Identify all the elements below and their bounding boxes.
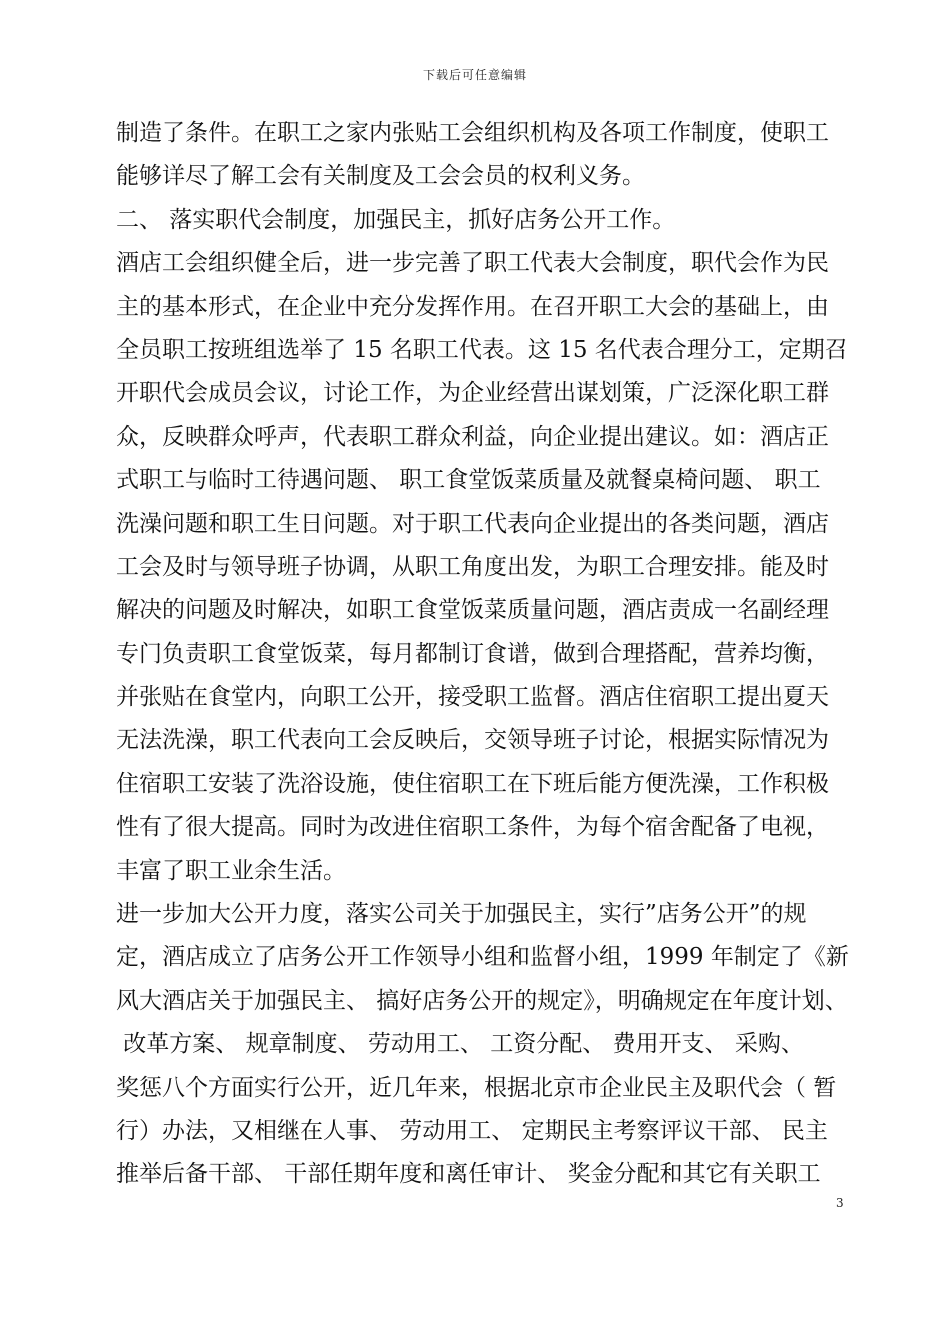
text-line: 开职代会成员会议，讨论工作，为企业经营出谋划策，广泛深化职工群 bbox=[116, 380, 829, 407]
text-line: 丰富了职工业余生活。 bbox=[116, 857, 346, 884]
text-line: 住宿职工安装了洗浴设施，使住宿职工在下班后能方便洗澡，工作积极 bbox=[116, 770, 829, 797]
page-number: 3 bbox=[836, 1196, 844, 1210]
document-body bbox=[116, 112, 856, 1197]
text-line: 专门负责职工食堂饭菜，每月都制订食谱，做到合理搭配，营养均衡， bbox=[116, 640, 829, 667]
text-line: 酒店工会组织健全后，进一步完善了职工代表大会制度，职代会作为民 bbox=[116, 250, 829, 277]
section-heading: 二、 落实职代会制度，加强民主，抓好店务公开工作。 bbox=[116, 206, 676, 233]
text-line: 解决的问题及时解决，如职工食堂饭菜质量问题，酒店责成一名副经理 bbox=[116, 597, 829, 624]
page-header-note: 下载后可任意编辑 bbox=[422, 68, 527, 82]
text-line: 奖惩八个方面实行公开，近几年来，根据北京市企业民主及职代会（ 暂 bbox=[116, 1074, 837, 1101]
text-line: 风大酒店关于加强民主、 搞好店务公开的规定》，明确规定在年度计划、 bbox=[116, 987, 848, 1014]
text-line: 全员职工按班组选举了 15 名职工代表。这 15 名代表合理分工，定期召 bbox=[116, 336, 848, 363]
text-line: 推举后备干部、 干部任期年度和离任审计、 奖金分配和其它有关职工 bbox=[116, 1161, 821, 1188]
text-line: 式职工与临时工待遇问题、 职工食堂饭菜质量及就餐桌椅问题、 职工 bbox=[116, 467, 821, 494]
text-line: 性有了很大提高。同时为改进住宿职工条件，为每个宿舍配备了电视， bbox=[116, 814, 829, 841]
text-line: 行）办法，又相继在人事、 劳动用工、 定期民主考察评议干部、 民主 bbox=[116, 1117, 828, 1144]
text-line: 无法洗澡，职工代表向工会反映后，交领导班子讨论，根据实际情况为 bbox=[116, 727, 829, 754]
text-line: 洗澡问题和职工生日问题。对于职工代表向企业提出的各类问题，酒店 bbox=[116, 510, 829, 537]
text-line: 制造了条件。在职工之家内张贴工会组织机构及各项工作制度，使职工 bbox=[116, 120, 829, 146]
text-line: 众，反映群众呼声，代表职工群众利益，向企业提出建议。如：酒店正 bbox=[116, 423, 829, 450]
text-line: 并张贴在食堂内，向职工公开，接受职工监督。酒店住宿职工提出夏天 bbox=[116, 684, 829, 711]
text-line: 改革方案、 规章制度、 劳动用工、 工资分配、 费用开支、 采购、 bbox=[116, 1031, 804, 1058]
text-line: 定，酒店成立了店务公开工作领导小组和监督小组，1999 年制定了《新 bbox=[116, 944, 849, 971]
text-line: 主的基本形式，在企业中充分发挥作用。在召开职工大会的基础上，由 bbox=[116, 293, 829, 320]
text-line: 能够详尽了解工会有关制度及工会会员的权利义务。 bbox=[116, 163, 645, 190]
text-line: 进一步加大公开力度，落实公司关于加强民主，实行”店务公开”的规 bbox=[116, 901, 807, 928]
text-line: 工会及时与领导班子协调，从职工角度出发，为职工合理安排。能及时 bbox=[116, 553, 829, 580]
